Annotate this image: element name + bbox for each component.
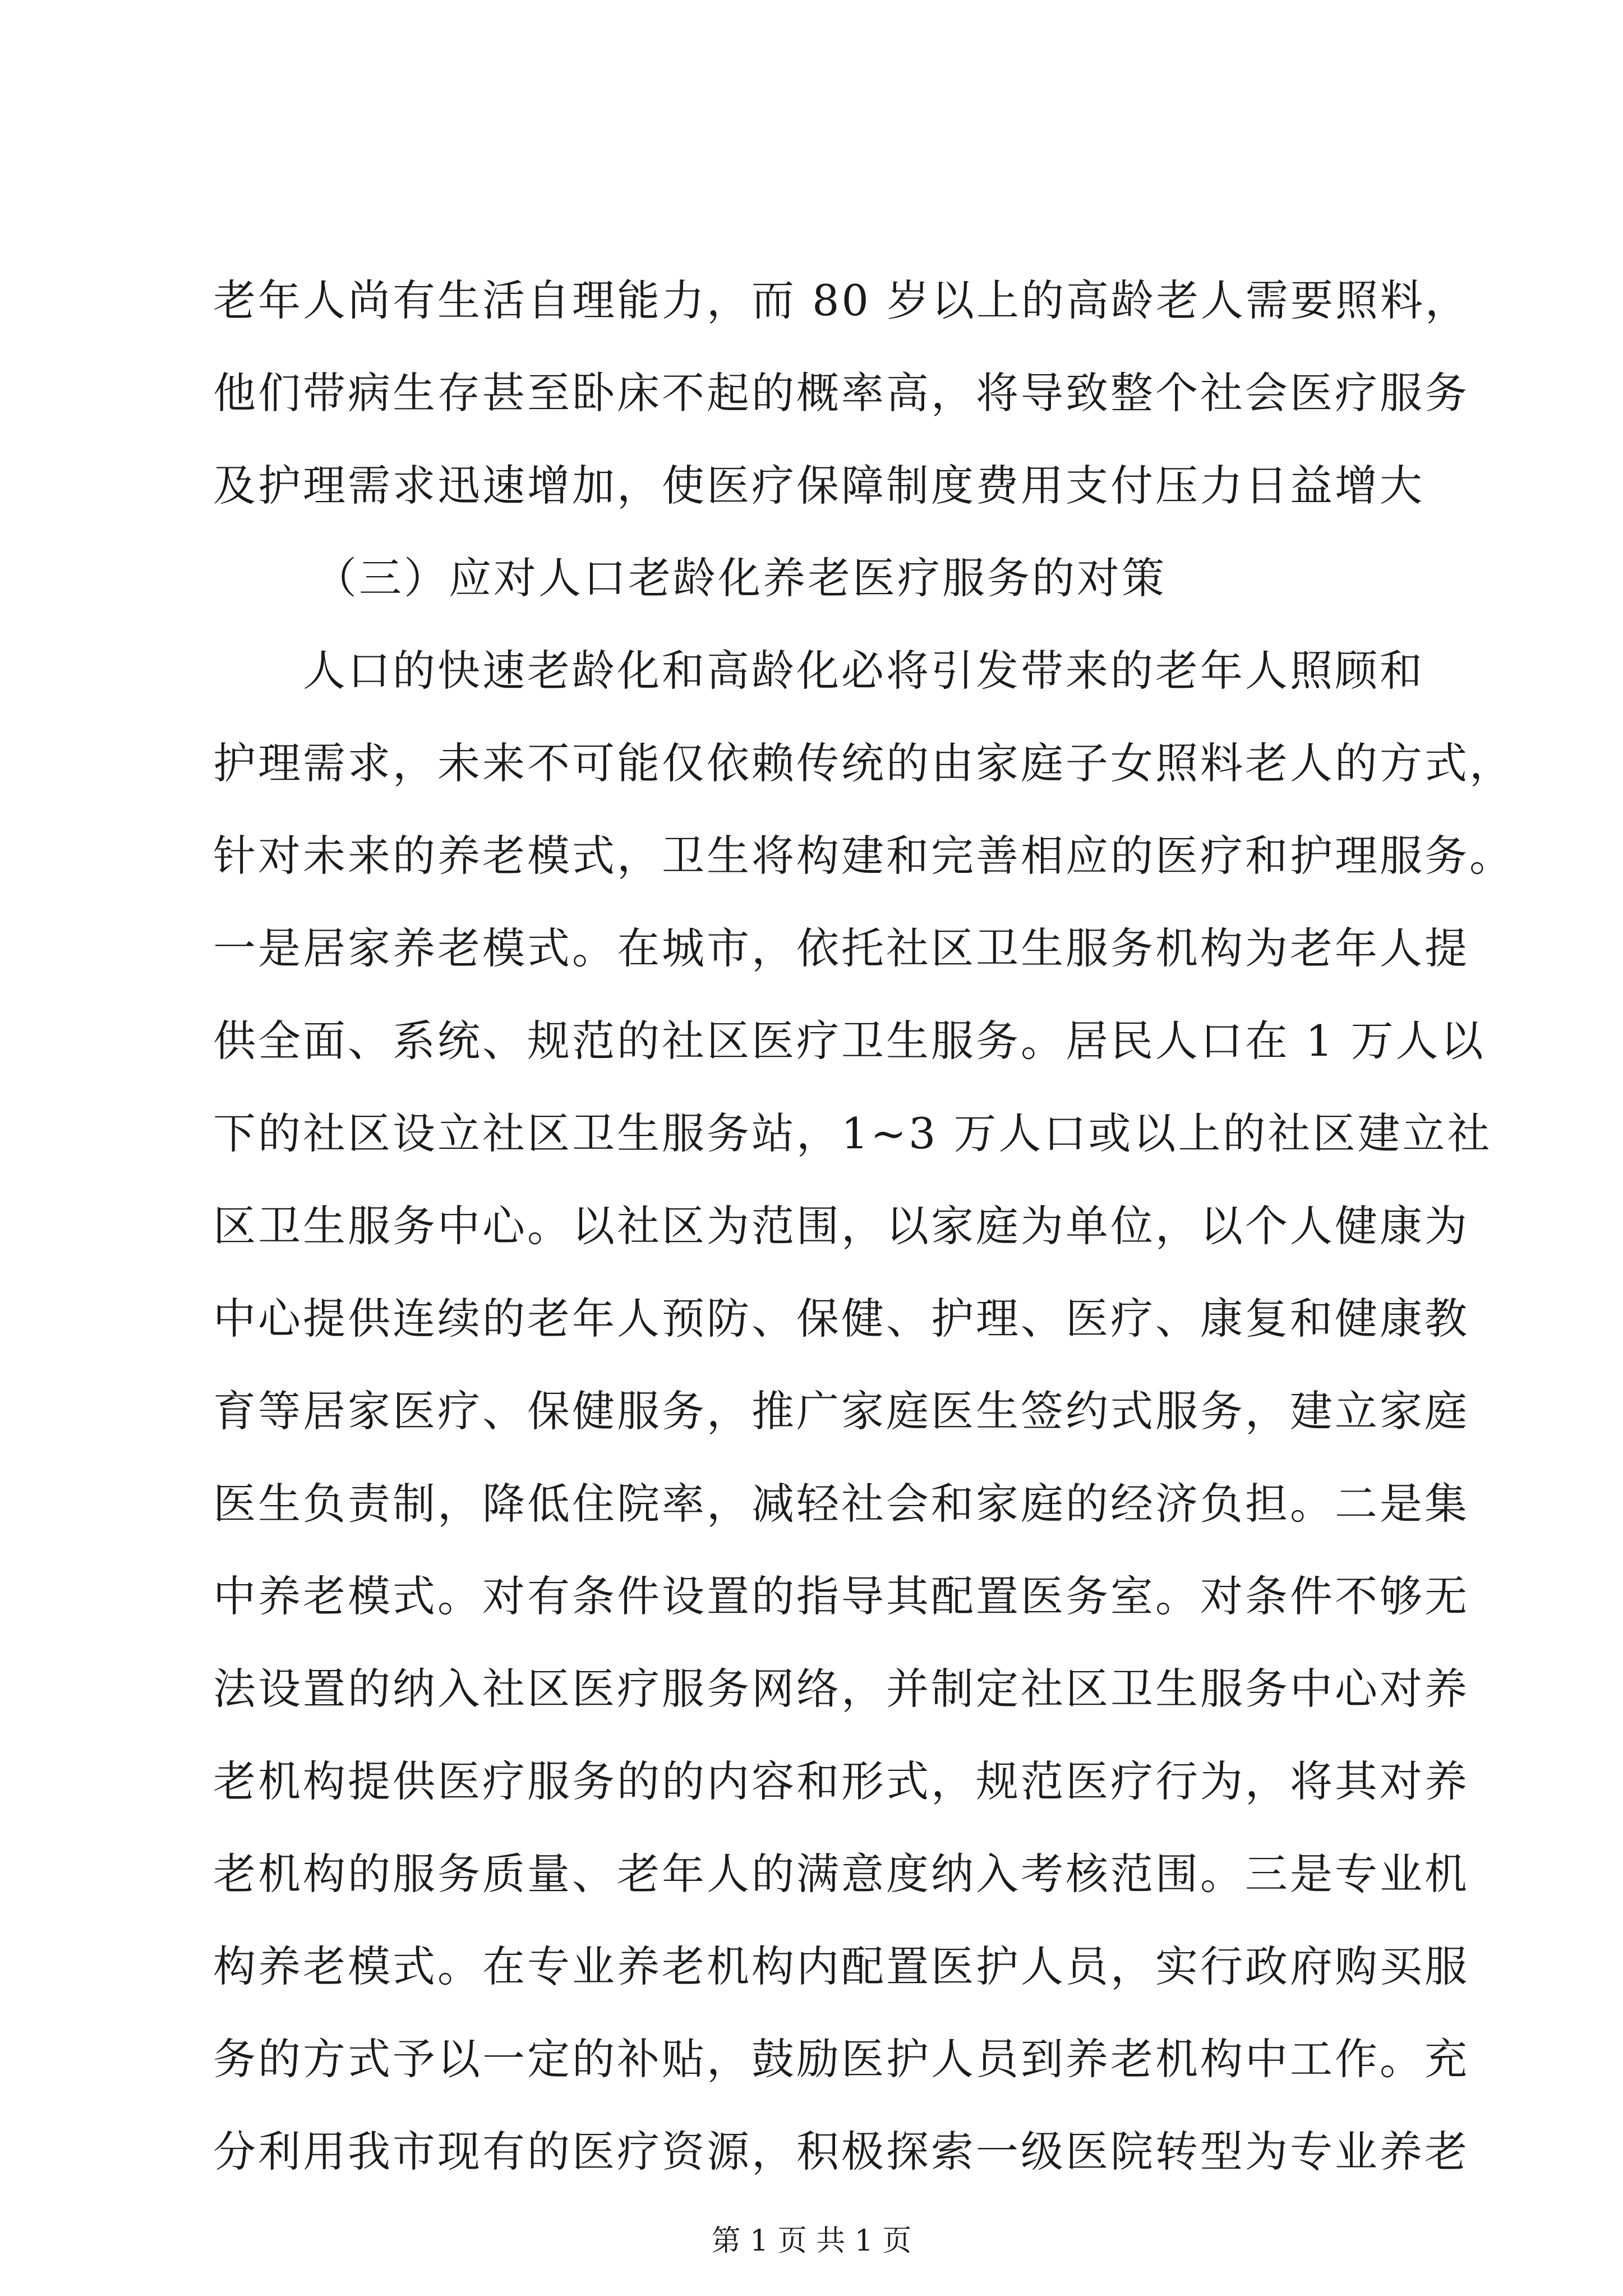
body-text-line: 育等居家医疗、保健服务，推广家庭医生签约式服务，建立家庭 (213, 1386, 1469, 1436)
body-text-line: 构养老模式。在专业养老机构内配置医护人员，实行政府购买服 (213, 1941, 1469, 1991)
body-text-line: 及护理需求迅速增加，使医疗保障制度费用支付压力日益增大 (213, 461, 1424, 510)
body-text-line: 法设置的纳入社区医疗服务网络，并制定社区卫生服务中心对养 (213, 1664, 1469, 1714)
body-text-line: 中心提供连续的老年人预防、保健、护理、医疗、康复和健康教 (213, 1294, 1469, 1343)
body-text-line: 中养老模式。对有条件设置的指导其配置医务室。对条件不够无 (213, 1571, 1469, 1621)
page-number-footer: 第 1 页 共 1 页 (711, 2224, 912, 2258)
body-text-line: 他们带病生存甚至卧床不起的概率高，将导致整个社会医疗服务 (213, 368, 1469, 418)
body-text-line: 老年人尚有生活自理能力，而 80 岁以上的高龄老人需要照料， (213, 275, 1470, 325)
body-text-line: 老机构的服务质量、老年人的满意度纳入考核范围。三是专业机 (213, 1849, 1469, 1899)
body-text-line: 供全面、系统、规范的社区医疗卫生服务。居民人口在 1 万人以 (213, 1016, 1486, 1066)
section-heading: （三）应对人口老龄化养老医疗服务的对策 (314, 553, 1166, 603)
body-text-line: 针对未来的养老模式，卫生将构建和完善相应的医疗和护理服务。 (213, 831, 1514, 881)
body-text-line: 务的方式予以一定的补贴，鼓励医护人员到养老机构中工作。充 (213, 2034, 1469, 2084)
body-text-line: 下的社区设立社区卫生服务站，1~3 万人口或以上的社区建立社 (213, 1108, 1492, 1158)
body-text-line: 分利用我市现有的医疗资源，积极探索一级医院转型为专业养老 (213, 2127, 1469, 2177)
body-text-line: 医生负责制，降低住院率，减轻社会和家庭的经济负担。二是集 (213, 1479, 1469, 1529)
body-text-line: 老机构提供医疗服务的的内容和形式，规范医疗行为，将其对养 (213, 1756, 1469, 1806)
body-text-line: 区卫生服务中心。以社区为范围，以家庭为单位，以个人健康为 (213, 1201, 1469, 1251)
body-text-line: 护理需求，未来不可能仅依赖传统的由家庭子女照料老人的方式， (213, 738, 1514, 788)
body-text-line: 人口的快速老龄化和高龄化必将引发带来的老年人照顾和 (303, 646, 1424, 696)
body-text-line: 一是居家养老模式。在城市，依托社区卫生服务机构为老年人提 (213, 923, 1469, 973)
